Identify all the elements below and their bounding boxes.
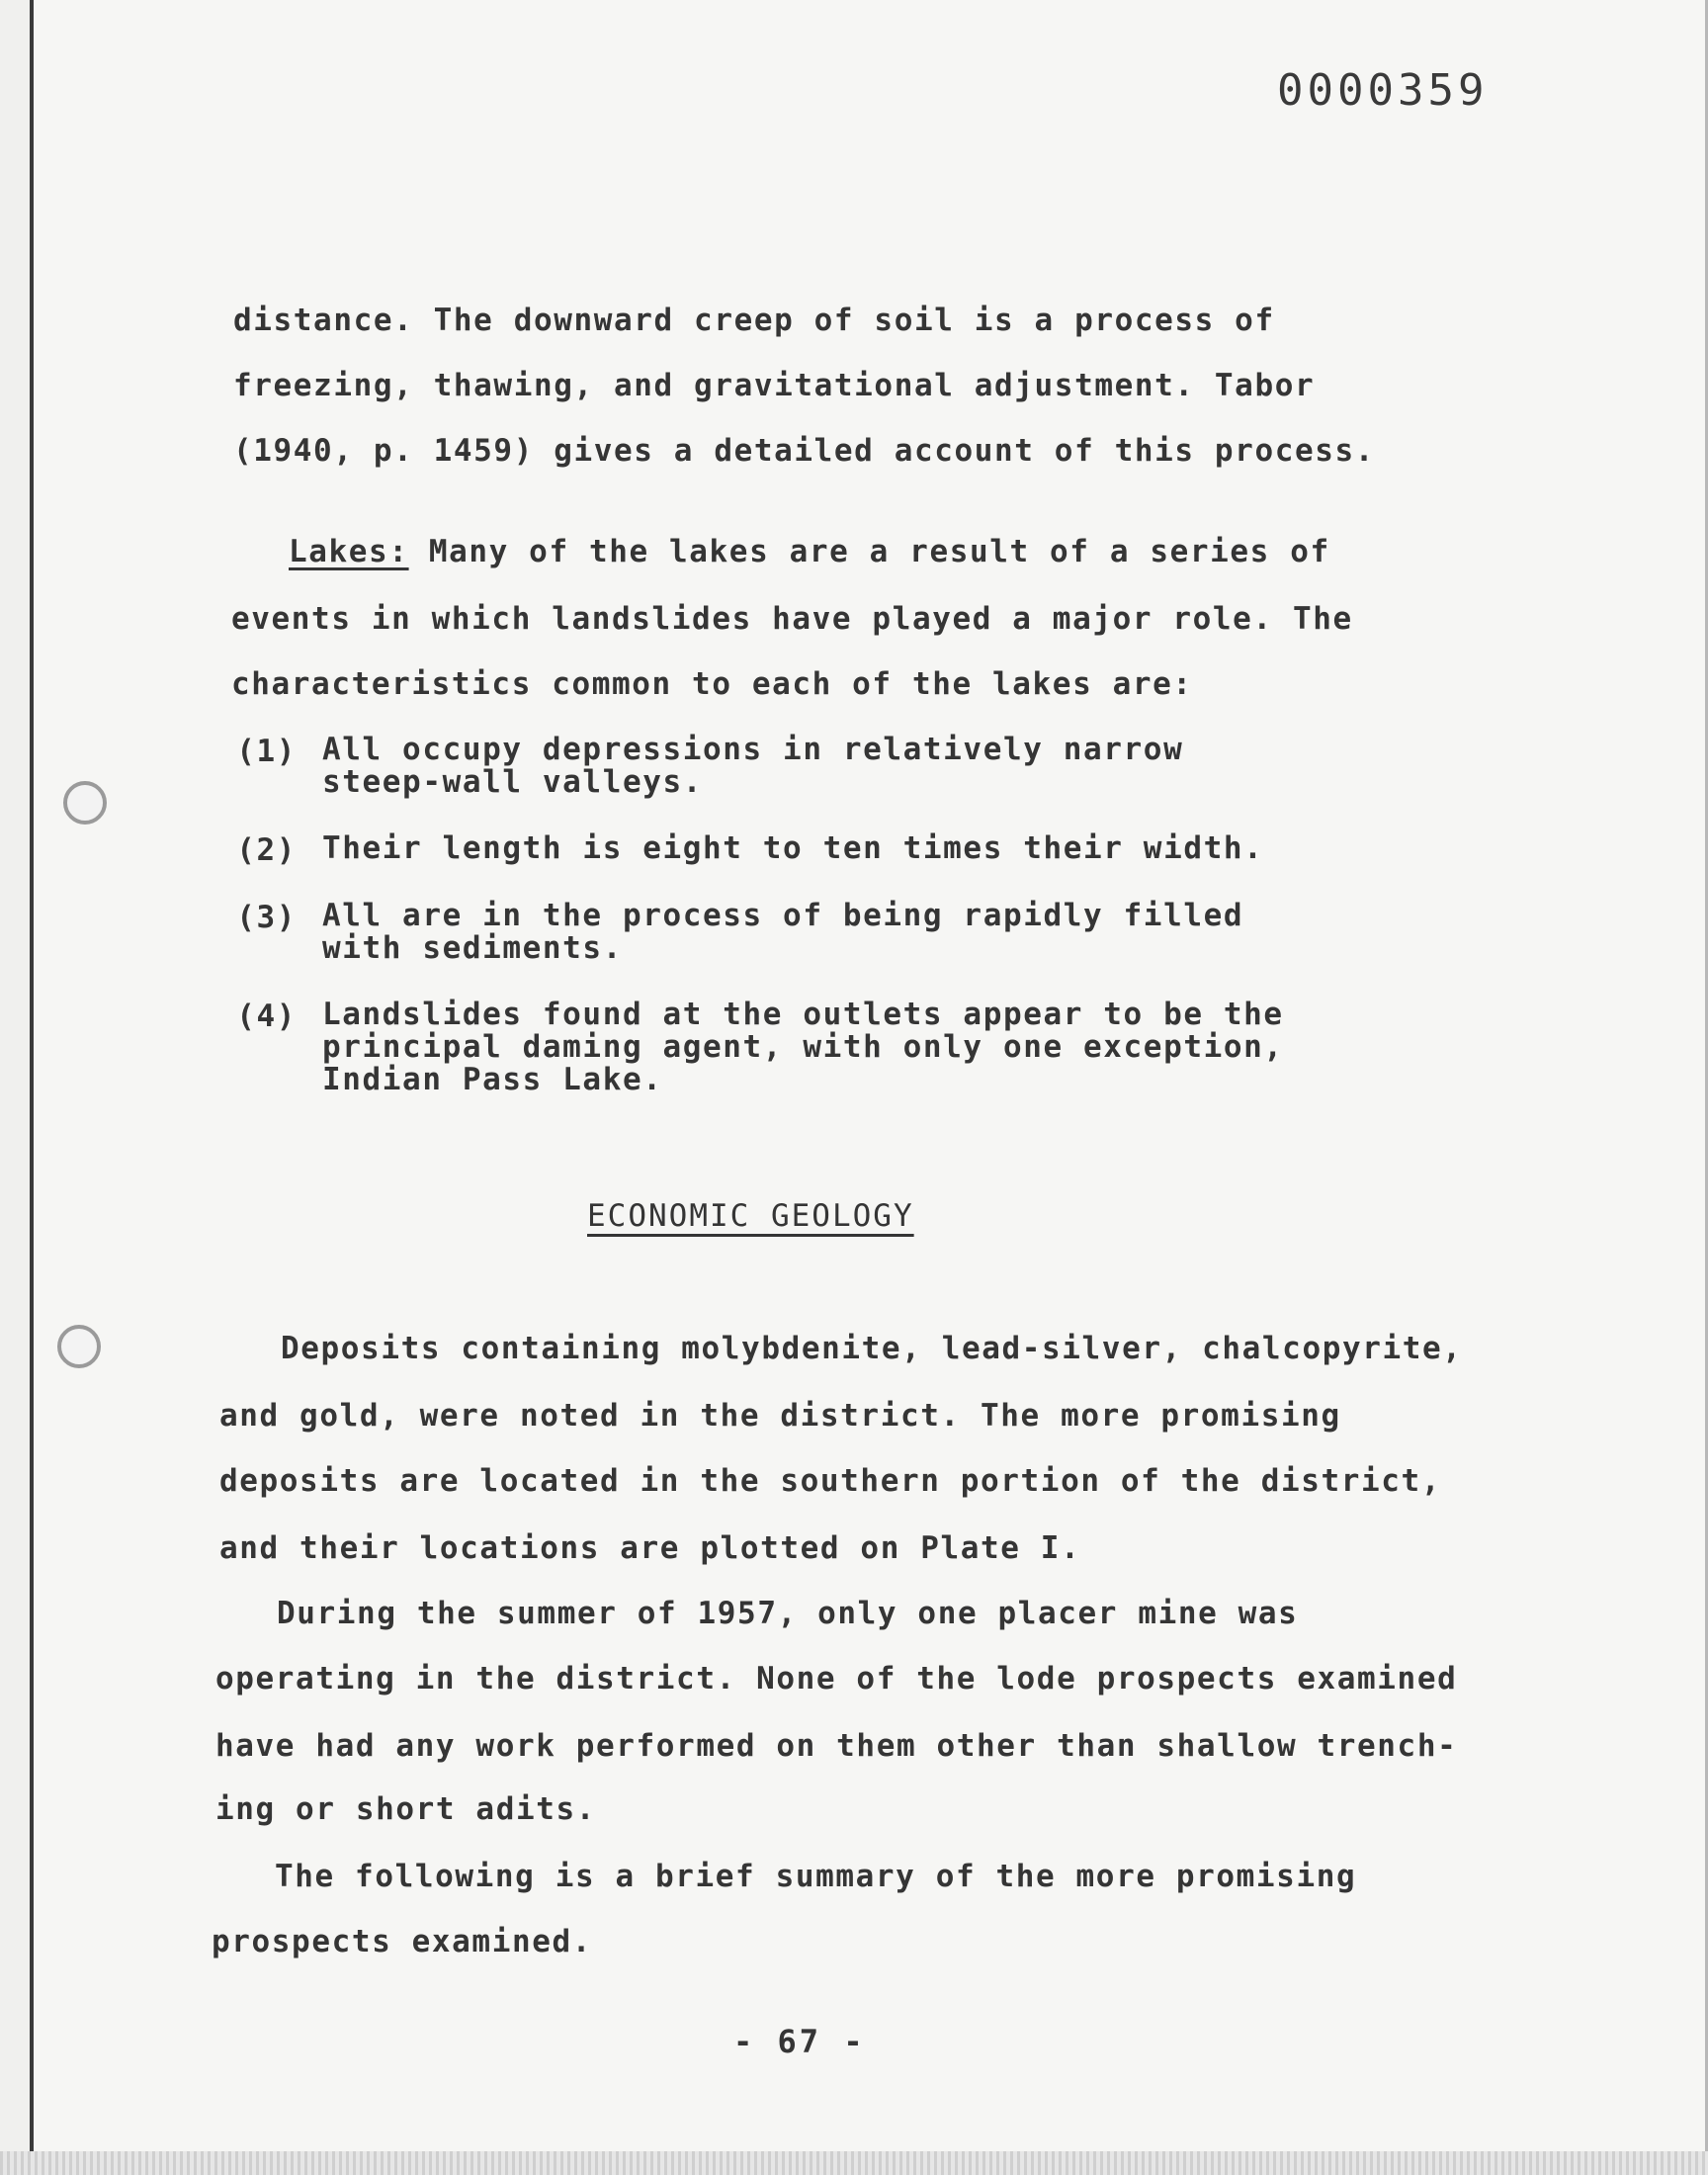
binder-hole-icon: [57, 1325, 101, 1368]
lakes-label: Lakes:: [289, 534, 409, 569]
para2-line2: and gold, were noted in the district. The more promising: [219, 1398, 1341, 1434]
list-item-number: (2): [236, 832, 297, 868]
document-stamp-number: 0000359: [1277, 65, 1489, 116]
para3-line3: have had any work performed on them other than shallow trench-: [215, 1728, 1458, 1764]
para2-line4: and their locations are plotted on Plate I.: [219, 1530, 1081, 1566]
lakes-line1-text: Many of the lakes are a result of a series of: [408, 534, 1330, 569]
para3-line2: operating in the district. None of the lode prospects examined: [215, 1661, 1458, 1696]
para3-line1: During the summer of 1957, only one placer mine was: [277, 1596, 1299, 1631]
lakes-line2: events in which landslides have played a major role. The: [231, 601, 1353, 637]
list-item-number: (4): [236, 999, 297, 1034]
section-heading: ECONOMIC GEOLOGY: [587, 1198, 914, 1234]
list-item-text: All are in the process of being rapidly filled with sediments.: [322, 898, 1244, 966]
para2-line3: deposits are located in the southern portion of the district,: [219, 1463, 1442, 1499]
para1-line3: (1940, p. 1459) gives a detailed account of this process.: [233, 433, 1376, 469]
list-item-text: Landslides found at the outlets appear to be the principal daming agent, with only one exception, Indian Pass Lake.: [322, 997, 1284, 1097]
page-number: - 67 -: [733, 2023, 866, 2060]
list-item-text: Their length is eight to ten times their width.: [322, 830, 1264, 866]
list-item-text: All occupy depressions in relatively narrow steep-wall valleys.: [322, 732, 1184, 800]
para1-line2: freezing, thawing, and gravitational adjustment. Tabor: [233, 368, 1316, 403]
scan-bottom-strip: [0, 2151, 1708, 2175]
document-page: [30, 0, 1708, 2151]
lakes-line3: characteristics common to each of the lakes are:: [231, 666, 1193, 702]
para1-line1: distance. The downward creep of soil is a process of: [233, 303, 1275, 338]
para4-line1: The following is a brief summary of the more promising: [275, 1859, 1357, 1894]
list-item-number: (3): [236, 900, 297, 935]
para2-line1: Deposits containing molybdenite, lead-silver, chalcopyrite,: [281, 1331, 1463, 1366]
binder-hole-icon: [63, 781, 107, 825]
para3-line4: ing or short adits.: [215, 1791, 597, 1827]
list-item-number: (1): [236, 734, 297, 769]
para4-line2: prospects examined.: [212, 1924, 593, 1959]
lakes-line1: [289, 534, 1330, 569]
